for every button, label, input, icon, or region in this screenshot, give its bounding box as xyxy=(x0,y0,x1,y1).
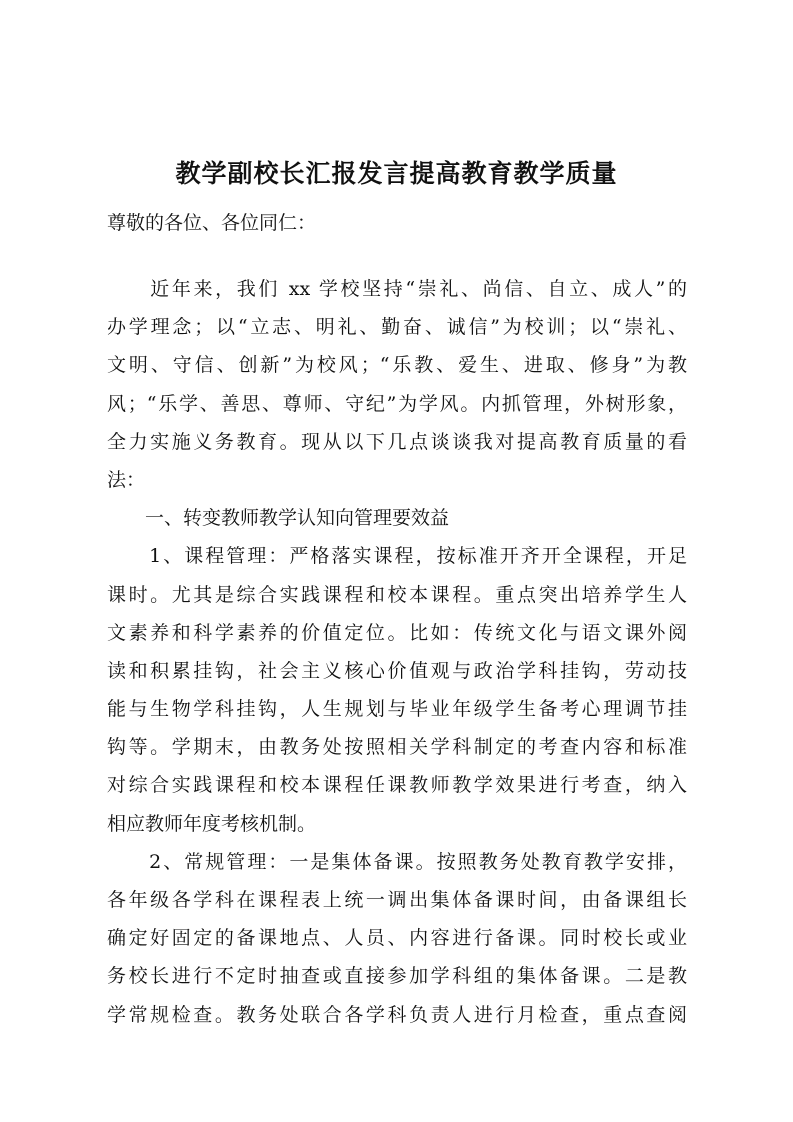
text-line: 文明、守信、创新”为校风；“乐教、爱生、进取、修身”为教 xyxy=(107,354,687,377)
document-title: 教学副校长汇报发言提高教育教学质量 xyxy=(175,159,618,188)
text-line: 各年级各学科在课程表上统一调出集体备课时间，由备课组长 xyxy=(107,889,687,911)
text-line: 2、常规管理：一是集体备课。按照教务处教育教学安排， xyxy=(107,850,687,873)
text-line: 一、转变教师教学认知向管理要效益 xyxy=(107,507,450,530)
text-line: 近年来，我们 xx 学校坚持“崇礼、尚信、自立、成人”的 xyxy=(107,278,687,300)
document-body xyxy=(107,270,687,1034)
text-line: 确定好固定的备课地点、人员、内容进行备课。同时校长或业 xyxy=(107,927,687,950)
text-line: 对综合实践课程和校本课程任课教师教学效果进行考查，纳入 xyxy=(107,774,687,797)
paragraph xyxy=(107,843,687,1034)
text-line: 能与生物学科挂钩，人生规划与毕业年级学生备考心理调节挂 xyxy=(107,698,687,721)
text-line: 文素养和科学素养的价值定位。比如：传统文化与语文课外阅 xyxy=(107,621,687,644)
text-line: 风；“乐学、善思、尊师、守纪”为学风。内抓管理，外树形象， xyxy=(107,392,687,415)
text-line: 全力实施义务教育。现从以下几点谈谈我对提高教育质量的看 xyxy=(107,430,687,453)
text-line: 课时。尤其是综合实践课程和校本课程。重点突出培养学生人 xyxy=(107,583,687,606)
paragraph xyxy=(107,270,687,499)
paragraph xyxy=(107,537,687,843)
text-line: 钩等。学期末，由教务处按照相关学科制定的考查内容和标准 xyxy=(107,736,687,759)
section-heading xyxy=(107,499,687,537)
text-line: 学常规检查。教务处联合各学科负责人进行月检查，重点查阅 xyxy=(107,1003,687,1026)
text-line: 读和积累挂钩，社会主义核心价值观与政治学科挂钩，劳动技 xyxy=(107,659,687,682)
text-line: 法： xyxy=(107,468,146,491)
text-line: 1、课程管理：严格落实课程，按标准开齐开全课程，开足 xyxy=(107,545,687,568)
text-line: 办学理念；以“立志、明礼、勤奋、诚信”为校训；以“崇礼、 xyxy=(107,316,687,339)
text-line: 务校长进行不定时抽查或直接参加学科组的集体备课。二是教 xyxy=(107,965,687,988)
text-line: 相应教师年度考核机制。 xyxy=(107,812,317,835)
greeting: 尊敬的各位、各位同仁： xyxy=(107,212,317,234)
